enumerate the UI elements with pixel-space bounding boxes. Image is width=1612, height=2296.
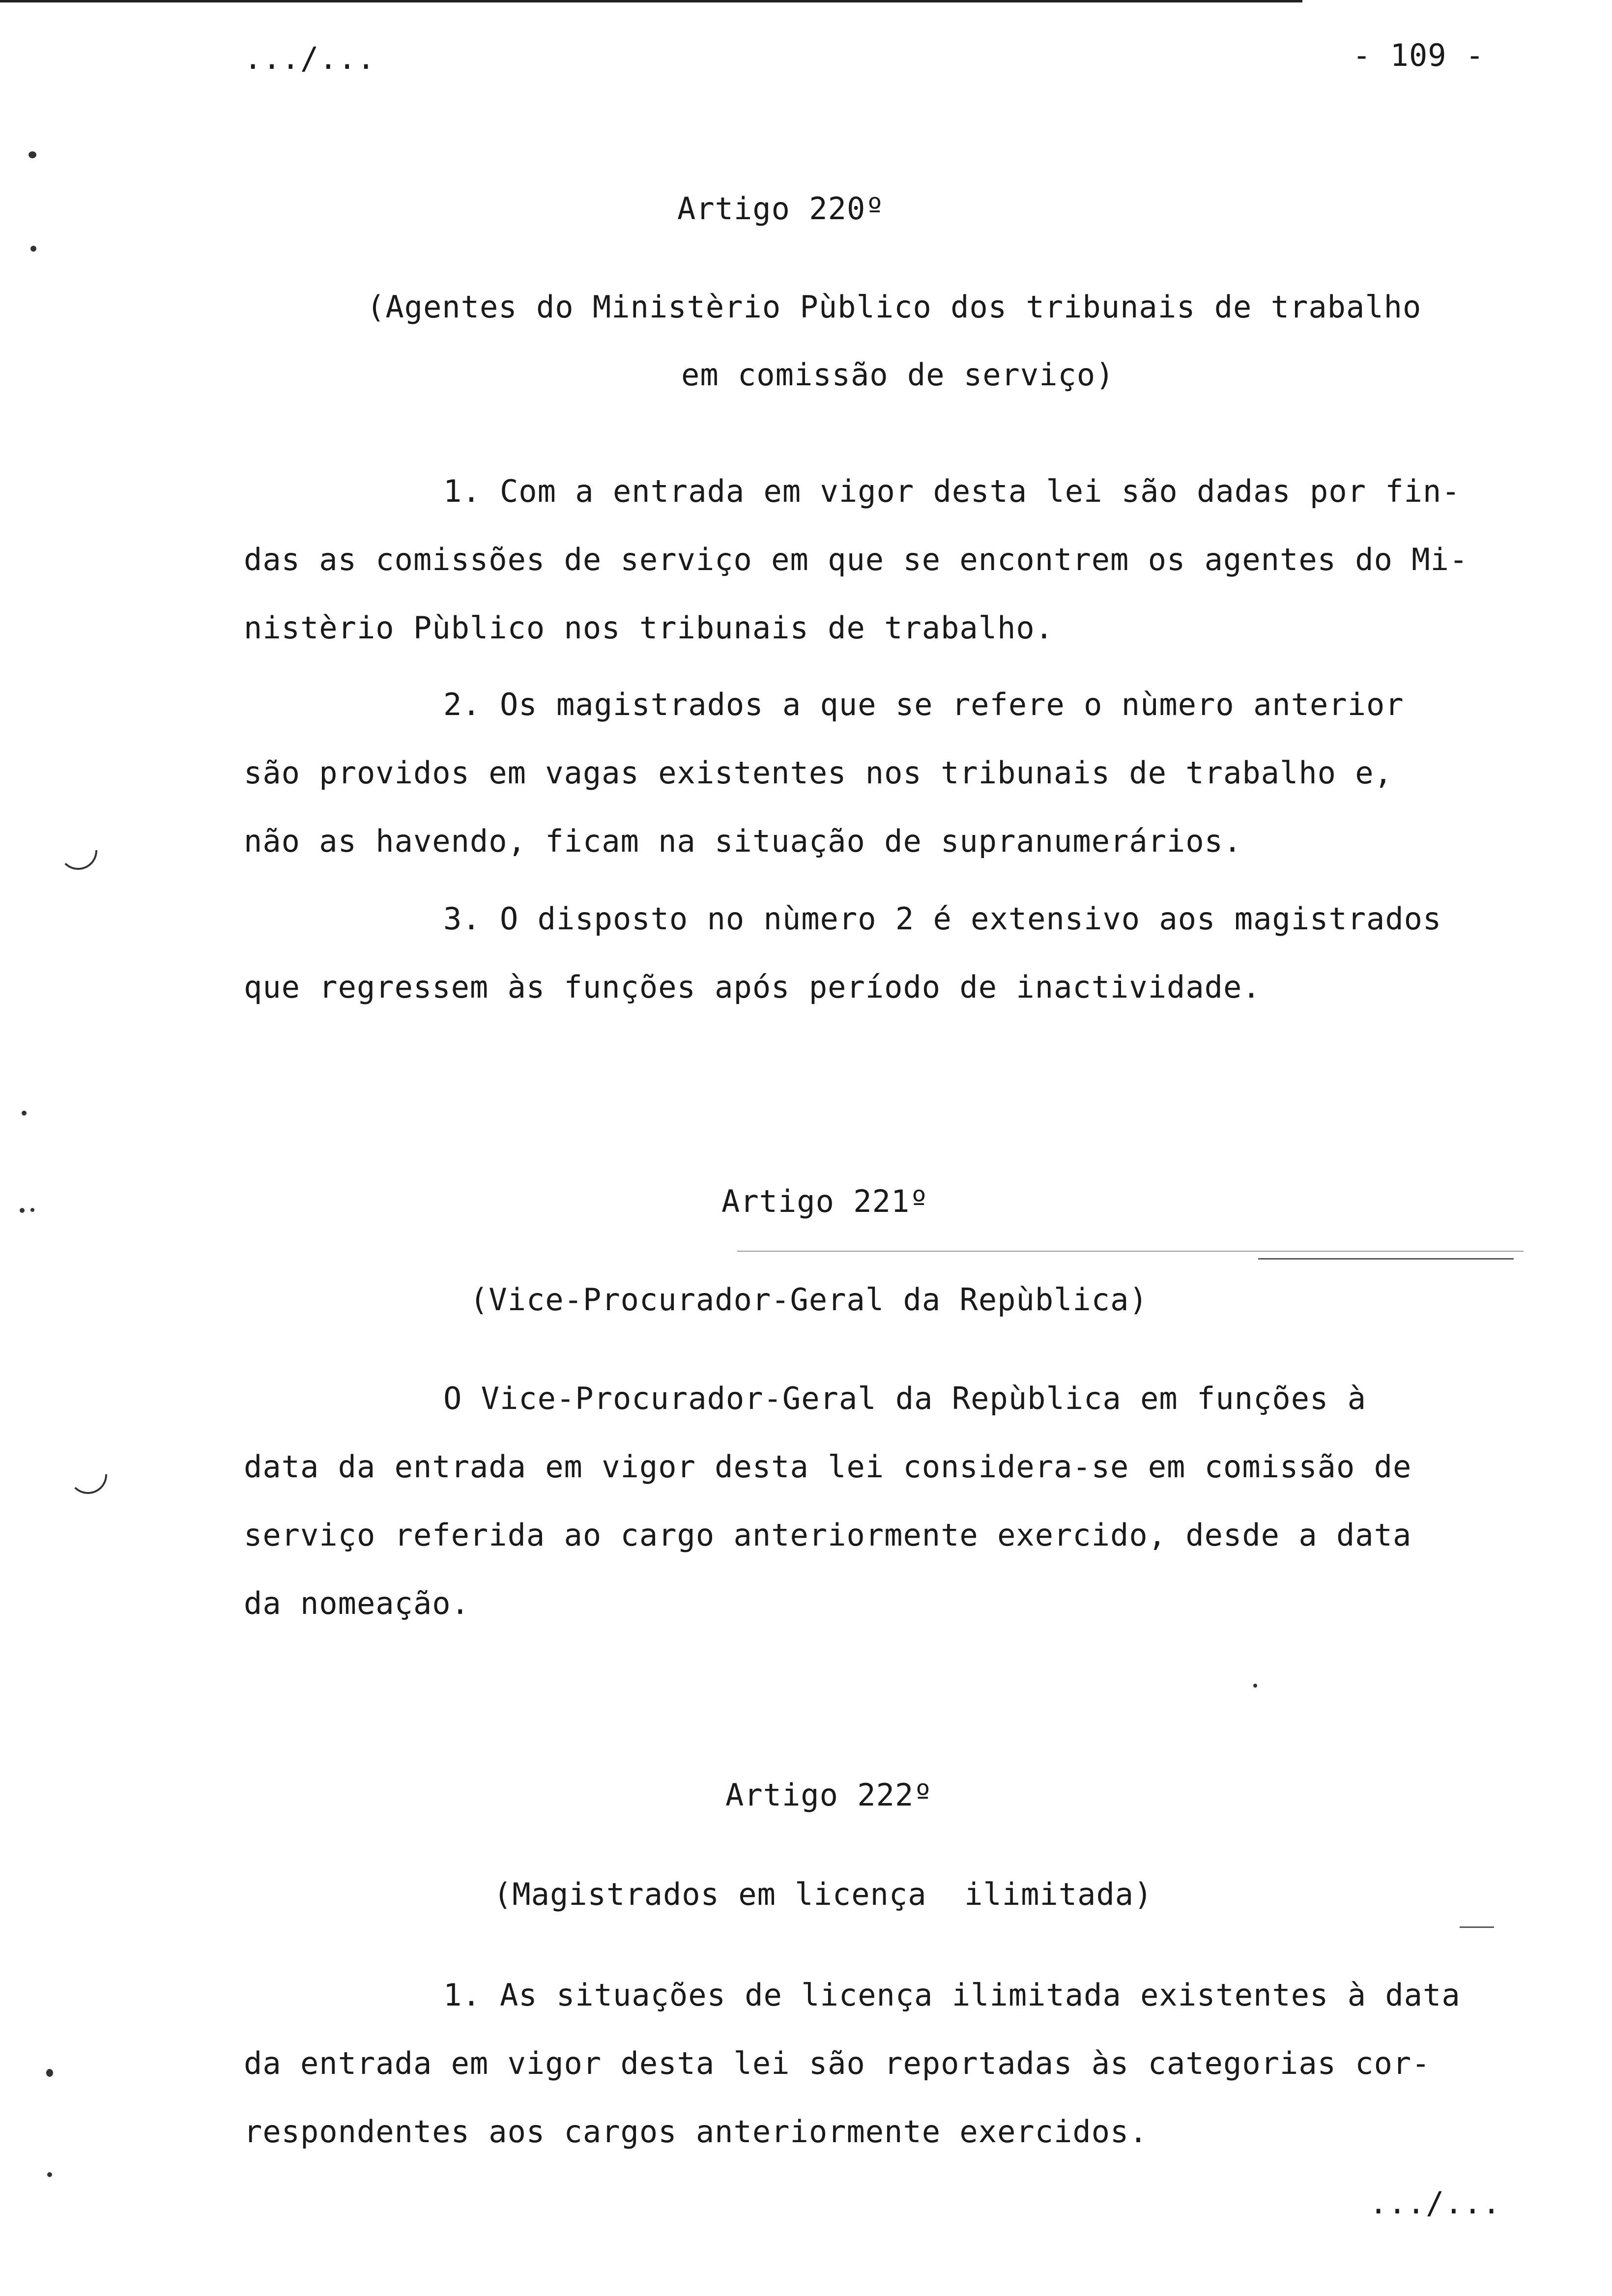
article-heading: Artigo 222º: [725, 1777, 933, 1813]
top-rule: [0, 0, 1302, 2]
paragraph-line: das as comissões de serviço em que se encontrem os agentes do Mi-: [244, 542, 1468, 577]
article-paragraph: [244, 1364, 1531, 1637]
paragraph-line: são providos em vagas existentes nos tribunais de trabalho e,: [244, 755, 1393, 791]
paragraph-line: não as havendo, ficam na situação de supranumerários.: [244, 823, 1242, 859]
paragraph-line: da entrada em vigor desta lei são reportadas às categorias cor-: [244, 2045, 1431, 2081]
article-subtitle: (Vice-Procurador-Geral da Repùblica): [470, 1282, 1148, 1318]
paragraph-line: 2. Os magistrados a que se refere o nùmero anterior: [443, 687, 1404, 722]
paragraph-line: respondentes aos cargos anteriormente exercidos.: [244, 2114, 1148, 2150]
paragraph-line: da nomeação.: [244, 1585, 470, 1621]
scan-arc: [59, 850, 97, 870]
article-subtitle: (Magistrados em licença ilimitada): [493, 1876, 1153, 1912]
paragraph-line: 3. O disposto no nùmero 2 é extensivo aos magistrados: [443, 901, 1442, 937]
scan-dash-line: [737, 1251, 1524, 1252]
paragraph-line: data da entrada em vigor desta lei considera-se em comissão de: [244, 1449, 1412, 1485]
article-subtitle: em comissão de serviço): [681, 357, 1115, 393]
paragraph-line: serviço referida ao cargo anteriormente exercido, desde a data: [244, 1517, 1412, 1553]
scan-speck: [47, 2172, 52, 2177]
scan-speck: [46, 2069, 53, 2077]
scan-speck: [1253, 1684, 1257, 1688]
article-heading: Artigo 220º: [677, 191, 885, 227]
article-paragraph: [244, 457, 1531, 662]
scan-arc: [69, 1474, 107, 1494]
scan-speck: [30, 246, 36, 252]
article-subtitle: (Agentes do Ministèrio Pùblico dos tribunais de trabalho: [367, 289, 1422, 325]
article-heading: Artigo 221º: [721, 1183, 929, 1219]
paragraph-line: nistèrio Pùblico nos tribunais de trabalho.: [244, 610, 1054, 646]
article-paragraph: [244, 1961, 1531, 2166]
continued-marker-bottom: .../...: [1369, 2185, 1501, 2221]
paragraph-line: O Vice-Procurador-Geral da Repùblica em funções à: [443, 1380, 1367, 1416]
paragraph-line: 1. Com a entrada em vigor desta lei são dadas por fin-: [443, 473, 1461, 509]
paragraph-line: 1. As situações de licença ilimitada existentes à data: [443, 1977, 1461, 2013]
scan-speck: [29, 151, 36, 158]
scan-speck: [30, 1208, 34, 1212]
page-number: - 109 -: [1353, 37, 1485, 73]
article-paragraph: [244, 885, 1531, 1021]
article-paragraph: [244, 670, 1531, 875]
scan-dash-line: [1460, 1926, 1494, 1928]
scan-speck: [20, 1208, 25, 1213]
scan-dash-line: [1258, 1258, 1514, 1260]
paragraph-line: que regressem às funções após período de inactividade.: [244, 969, 1261, 1005]
continued-marker-top: .../...: [244, 40, 376, 76]
scan-speck: [22, 1111, 27, 1116]
